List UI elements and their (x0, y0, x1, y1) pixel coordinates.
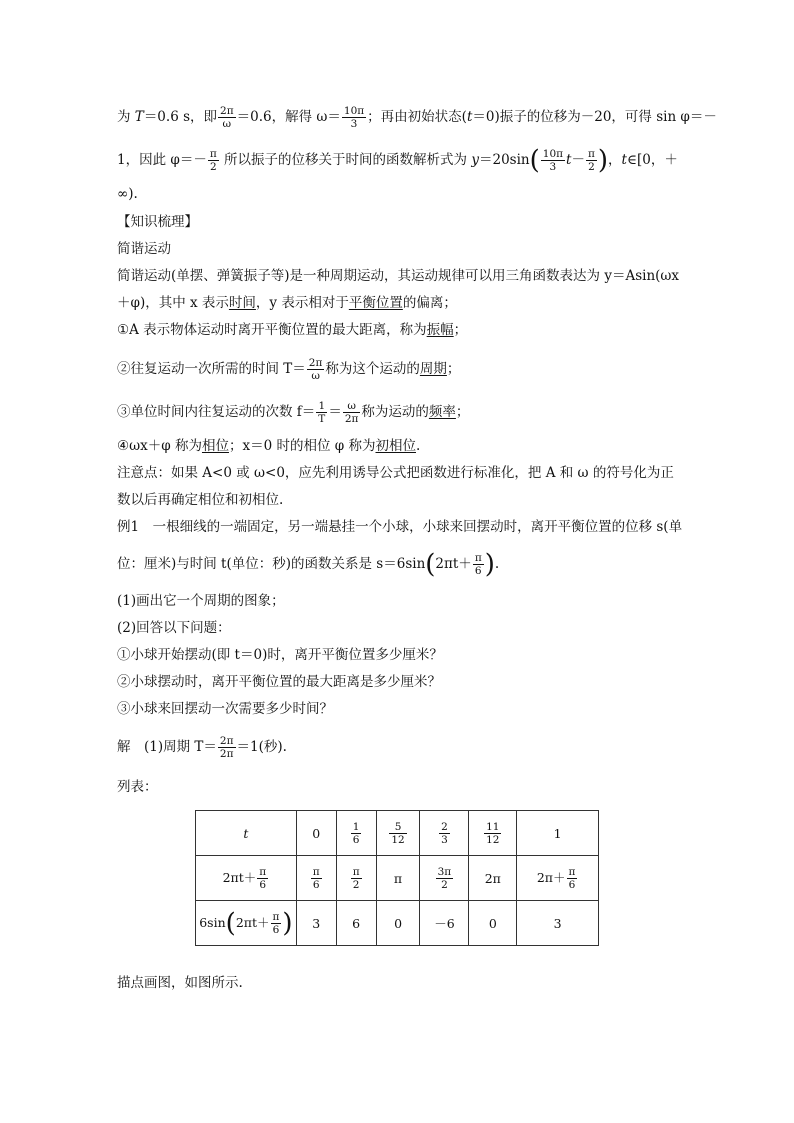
numerator: 11 (486, 820, 500, 833)
intro-line-2 (117, 145, 678, 176)
numerator: ω (343, 400, 361, 413)
item-frequency (117, 400, 469, 425)
right-paren: ) (282, 908, 293, 938)
underlined-term: 初相位 (375, 438, 416, 454)
question-2-1: ①小球开始摆动(即 t＝0)时，离开平衡位置多少厘米？ (117, 647, 443, 663)
text: t (466, 109, 473, 125)
fraction (541, 148, 565, 173)
solution-line (117, 735, 287, 760)
text: ∈[0，＋ (626, 152, 678, 168)
fraction (316, 400, 327, 425)
fraction (342, 105, 366, 130)
text: ＝ (328, 404, 342, 420)
fraction (586, 148, 597, 173)
numerator: π (312, 865, 320, 878)
text: t (566, 152, 572, 168)
underlined-term: 周期 (419, 361, 447, 377)
table-cell: 3 (517, 901, 599, 946)
denominator: 6 (259, 878, 267, 891)
text: 称为这个运动的 (325, 361, 420, 377)
fraction (439, 821, 450, 846)
text: ＝0)振子的位移为－20，可得 sin φ＝－ (472, 109, 717, 125)
definition-line-2 (117, 293, 457, 313)
question-1: (1)画出它一个周期的图象； (117, 593, 285, 609)
list-label: 列表： (117, 779, 158, 795)
right-paren: ) (597, 145, 609, 176)
text: 所以振子的位移关于时间的函数解析式为 (219, 152, 472, 168)
table-cell: 1 (517, 811, 599, 856)
fraction (567, 866, 578, 891)
text: ； (446, 361, 461, 377)
fraction (351, 821, 362, 846)
solution-label: 解 (117, 739, 131, 755)
text: (1)周期 T＝ (130, 739, 217, 755)
text: ＝0.6，解得 ω＝ (236, 109, 341, 125)
numerator: 2π (308, 357, 323, 369)
underlined-term: 平衡位置 (348, 295, 403, 311)
text: 的偏离； (402, 295, 457, 311)
numerator: π (587, 148, 595, 160)
text: . (416, 438, 421, 454)
text: 2πt＋ (435, 556, 472, 572)
section-subheading: 简谐运动 (117, 241, 171, 257)
denominator: 3 (350, 118, 358, 130)
denominator: 6 (474, 565, 482, 577)
denominator: 6 (272, 923, 280, 936)
text: ＝0.6 s，即 (143, 109, 218, 125)
table-cell: 2π (469, 856, 517, 901)
fraction (484, 821, 501, 846)
table-cell (336, 811, 376, 856)
fraction (257, 866, 268, 891)
cell-text: 6sin (199, 914, 226, 930)
cell-text: 2π＋ (536, 869, 566, 885)
denominator: 2 (352, 878, 360, 891)
example-line-1: 例1 一根细线的一端固定，另一端悬挂一个小球，小球来回摆动时，离开平衡位置的位移 s(单 (117, 519, 683, 535)
numerator: π (272, 910, 280, 923)
fraction (208, 148, 219, 173)
definition-line-1: 简谐运动(单摆、弹簧振子等)是一种周期运动，其运动规律可以用三角函数表达为 y＝Asin(ωx (117, 268, 680, 284)
numerator: 1 (316, 400, 327, 413)
denominator: 6 (568, 878, 576, 891)
fraction (218, 735, 236, 760)
denominator: 2 (209, 161, 217, 173)
fraction (473, 552, 484, 577)
fraction (307, 357, 325, 382)
table-header-cell (196, 901, 297, 946)
value-table (195, 810, 599, 946)
left-paren: ( (225, 908, 236, 938)
numerator: π (474, 552, 482, 564)
left-paren: ( (529, 145, 540, 176)
text: ③单位时间内往复运动的次数 f＝ (117, 404, 316, 420)
text: y (471, 152, 479, 168)
fraction (436, 866, 454, 891)
table-cell (469, 811, 517, 856)
text: . (494, 556, 500, 572)
text: 为 (117, 109, 135, 125)
underlined-term: 时间 (228, 295, 256, 311)
text: t (621, 152, 627, 168)
table-header-cell (196, 856, 297, 901)
item-period (117, 357, 460, 382)
example-line-2 (117, 549, 500, 580)
numerator: 2π (220, 105, 234, 117)
text: ，y 表示相对于 (255, 295, 349, 311)
numerator: 2 (441, 820, 448, 833)
right-paren: ) (484, 549, 495, 580)
text: ＋φ)，其中 x 表示 (117, 295, 229, 311)
numerator: π (352, 865, 360, 878)
denominator: 2π (219, 748, 234, 760)
table-cell (517, 856, 599, 901)
item-phase (117, 436, 420, 456)
question-2-2: ②小球摆动时，离开平衡位置的最大距离是多少厘米？ (117, 674, 441, 690)
underlined-term: 振幅 (426, 322, 454, 338)
question-2: (2)回答以下问题： (117, 620, 231, 636)
text: ＝1(秒). (236, 739, 287, 755)
left-paren: ( (425, 549, 436, 580)
intro-line-1 (117, 105, 717, 130)
table-cell: 0 (296, 811, 336, 856)
note-line-2: 数以后再确定相位和初相位. (117, 492, 284, 508)
table-cell (420, 856, 469, 901)
fraction (311, 866, 322, 891)
cell-text: 2πt＋ (222, 869, 257, 885)
numerator: 5 (389, 821, 406, 834)
question-2-3: ③小球来回摆动一次需要多少时间？ (117, 701, 333, 717)
table-cell (420, 811, 469, 856)
denominator: T (318, 413, 326, 425)
table-cell: π (376, 856, 420, 901)
table-cell (336, 856, 376, 901)
fraction (271, 911, 282, 936)
underlined-term: 频率 (428, 404, 456, 420)
denominator: 2 (588, 161, 595, 173)
numerator: π (568, 865, 576, 878)
numerator: 2π (219, 735, 234, 747)
table-cell: 0 (469, 901, 517, 946)
text: ；再由初始状态( (367, 109, 467, 125)
text: － (571, 152, 585, 168)
section-heading: 【知识梳理】 (117, 214, 198, 230)
numerator: 10π (542, 148, 564, 160)
denominator: ω (222, 118, 232, 130)
text: ； (453, 322, 468, 338)
table-row (196, 901, 599, 946)
cell-text: 2πt＋ (235, 914, 270, 930)
denominator: 2 (441, 878, 448, 891)
denominator: 2π (344, 413, 359, 425)
denominator: ω (311, 370, 320, 382)
note-line-1: 注意点：如果 A<0 或 ω<0，应先利用诱导公式把函数进行标准化，把 A 和 ω 的符号化为正 (117, 465, 674, 481)
underlined-term: 相位 (201, 438, 229, 454)
text: T (134, 109, 144, 125)
table-cell: 3 (296, 901, 336, 946)
table-cell: －6 (420, 901, 469, 946)
denominator: 12 (486, 833, 500, 846)
text: 称为运动的 (361, 404, 429, 420)
numerator: 10π (343, 105, 365, 117)
intro-line-3: ∞). (117, 186, 138, 202)
item-amplitude (117, 320, 467, 340)
numerator: 1 (352, 820, 360, 833)
text: ①A 表示物体运动时离开平衡位置的最大距离，称为 (117, 322, 427, 338)
fraction (218, 105, 236, 130)
text: ④ωx＋φ 称为 (117, 438, 202, 454)
denominator: 6 (312, 878, 320, 891)
table-cell: 6 (336, 901, 376, 946)
text: ， (608, 152, 622, 168)
text: ②往复运动一次所需的时间 T＝ (117, 361, 306, 377)
table-cell: 0 (376, 901, 420, 946)
cell-text: t (243, 825, 249, 841)
table-cell (296, 856, 336, 901)
text: 1，因此 φ＝－ (117, 152, 207, 168)
text: 位：厘米)与时间 t(单位：秒)的函数关系是 s＝6sin (117, 556, 426, 572)
fraction (351, 866, 362, 891)
denominator: 12 (391, 833, 405, 846)
table-header-cell (196, 811, 297, 856)
denominator: 3 (549, 161, 557, 173)
denominator: 3 (441, 833, 448, 846)
table-row (196, 856, 599, 901)
closing-line: 描点画图，如图所示. (117, 975, 243, 991)
fraction (389, 821, 406, 846)
table-row (196, 811, 599, 856)
text: ；x＝0 时的相位 φ 称为 (228, 438, 376, 454)
numerator: 3π (437, 865, 452, 878)
text: ； (455, 404, 470, 420)
numerator: π (259, 865, 267, 878)
text: ＝20sin (478, 152, 530, 168)
denominator: 6 (352, 833, 360, 846)
fraction (343, 400, 361, 425)
numerator: π (209, 148, 217, 160)
table-cell (376, 811, 420, 856)
